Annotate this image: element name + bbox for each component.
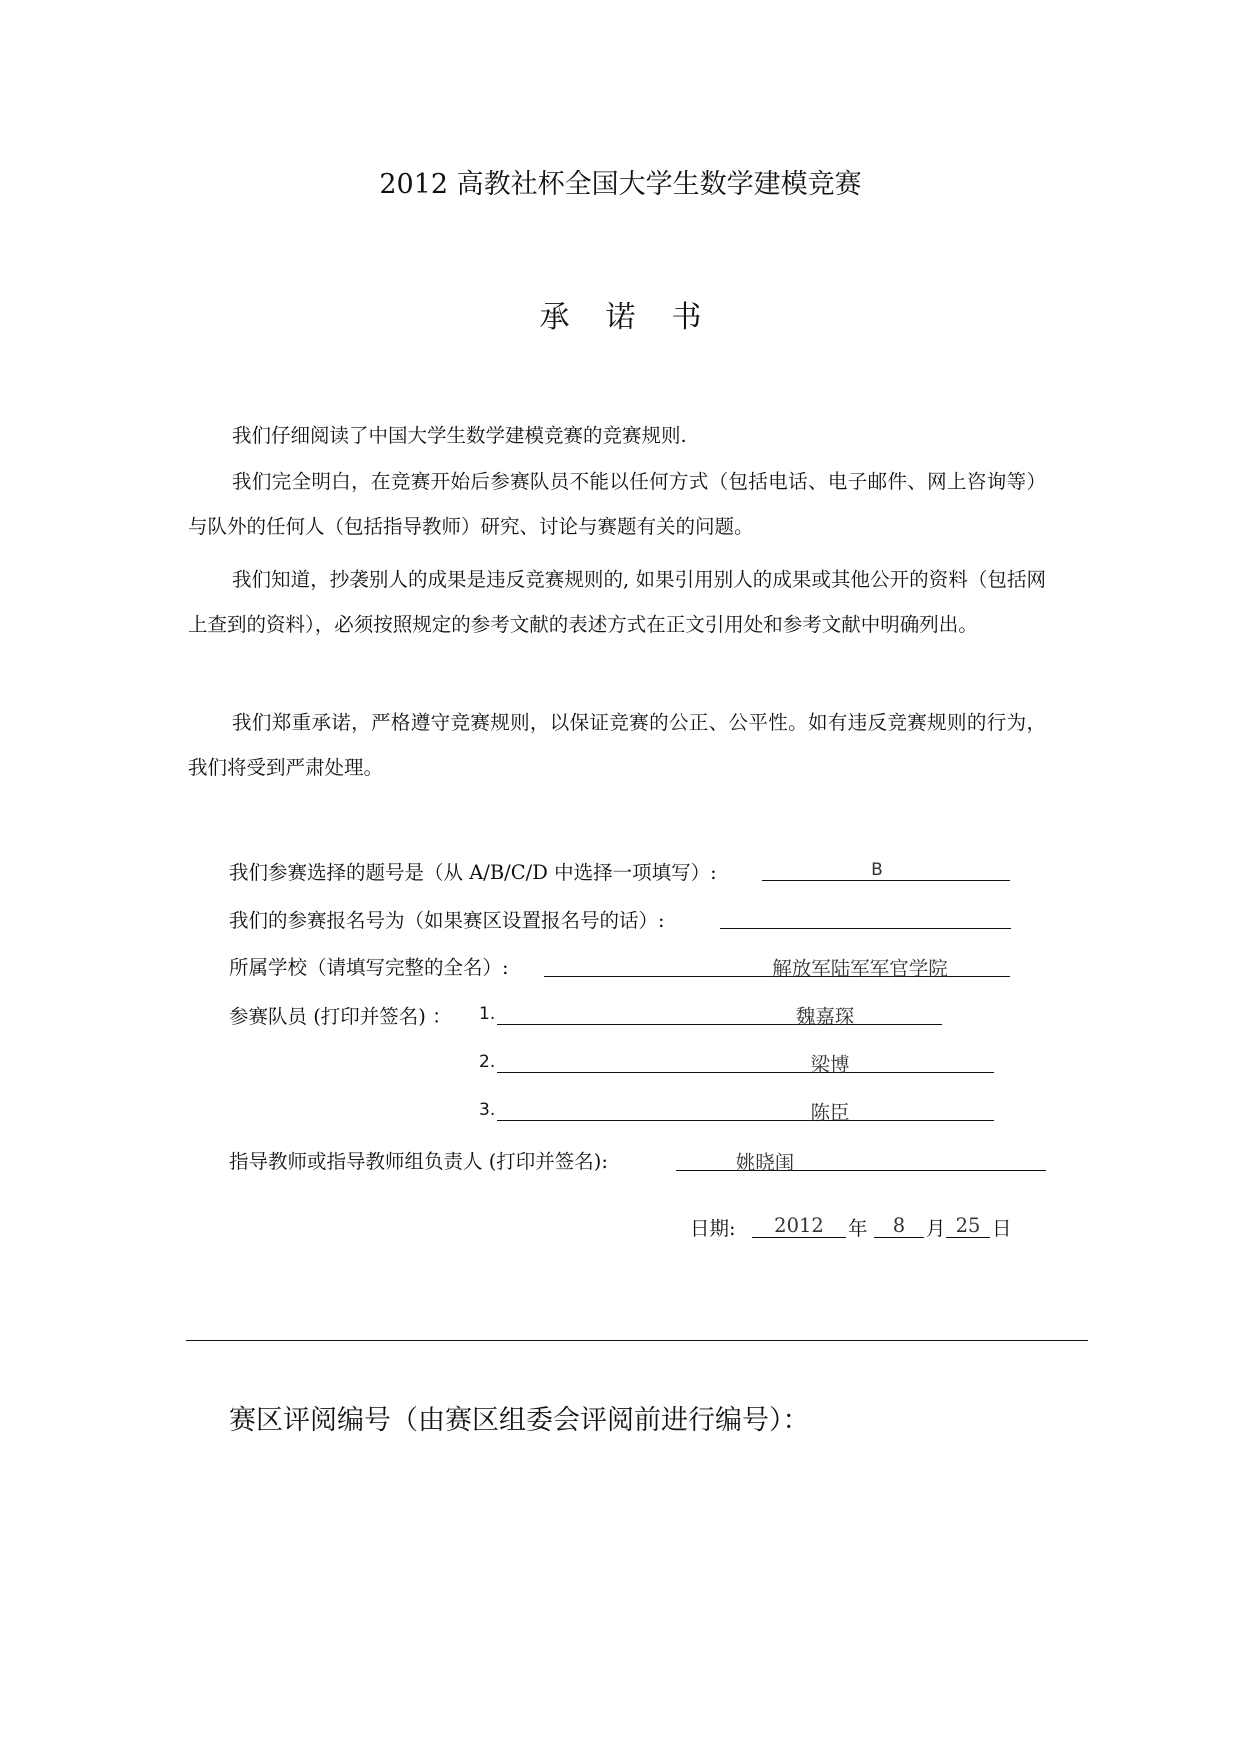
date-month-unit: 月 xyxy=(926,1217,946,1240)
registration-underline xyxy=(720,928,1011,929)
member-3-name[interactable]: 陈臣 xyxy=(810,1101,850,1124)
date-day-unit: 日 xyxy=(992,1217,1012,1240)
section-divider xyxy=(186,1340,1088,1341)
pledge-paragraph-4: 我们郑重承诺，严格遵守竞赛规则，以保证竞赛的公正、公平性。如有违反竞赛规则的行为，我们将受到严肃处理。 xyxy=(188,711,1046,779)
member-3-index: 3. xyxy=(479,1100,496,1120)
date-year-underline xyxy=(752,1237,846,1238)
pledge-paragraph-1: 我们仔细阅读了中国大学生数学建模竞赛的竞赛规则. xyxy=(232,424,687,447)
member-1-name[interactable]: 魏嘉琛 xyxy=(795,1005,855,1028)
problem-underline xyxy=(762,880,1010,881)
date-month-underline xyxy=(874,1237,924,1238)
review-number-label: 赛区评阅编号（由赛区组委会评阅前进行编号）： xyxy=(229,1405,810,1436)
date-label: 日期: xyxy=(690,1217,736,1240)
member-2-name[interactable]: 梁博 xyxy=(810,1053,850,1076)
pledge-paragraph-2: 我们完全明白，在竞赛开始后参赛队员不能以任何方式（包括电话、电子邮件、网上咨询等）与队外的任何人（包括指导教师）研究、讨论与赛题有关的问题。 xyxy=(188,470,1046,538)
date-year[interactable]: 2012 xyxy=(774,1214,824,1237)
date-day[interactable]: 25 xyxy=(955,1214,981,1237)
registration-label: 我们的参赛报名号为（如果赛区设置报名号的话）: xyxy=(229,909,665,932)
date-year-unit: 年 xyxy=(848,1217,868,1240)
member-1-index: 1. xyxy=(479,1004,496,1024)
school-value[interactable]: 解放军陆军军官学院 xyxy=(772,957,948,980)
school-label: 所属学校（请填写完整的全名）: xyxy=(229,956,509,979)
advisor-value[interactable]: 姚晓闺 xyxy=(735,1151,795,1174)
contest-title: 2012 高教社杯全国大学生数学建模竞赛 xyxy=(379,169,862,200)
problem-value[interactable]: B xyxy=(871,860,883,880)
member-3-underline xyxy=(497,1120,994,1121)
pledge-heading: 承诺书 xyxy=(539,300,738,335)
members-label: 参赛队员 (打印并签名) ： xyxy=(229,1005,452,1028)
member-2-underline xyxy=(497,1072,994,1073)
date-month[interactable]: 8 xyxy=(892,1214,906,1237)
pledge-paragraph-3: 我们知道，抄袭别人的成果是违反竞赛规则的, 如果引用别人的成果或其他公开的资料（包括网上查到的资料），必须按照规定的参考文献的表述方式在正文引用处和参考文献中明确列出。 xyxy=(188,568,1046,636)
problem-label: 我们参赛选择的题号是（从 A/B/C/D 中选择一项填写）: xyxy=(229,861,717,884)
date-day-underline xyxy=(946,1237,990,1238)
member-2-index: 2. xyxy=(479,1052,496,1072)
advisor-label: 指导教师或指导教师组负责人 (打印并签名): xyxy=(229,1150,608,1173)
